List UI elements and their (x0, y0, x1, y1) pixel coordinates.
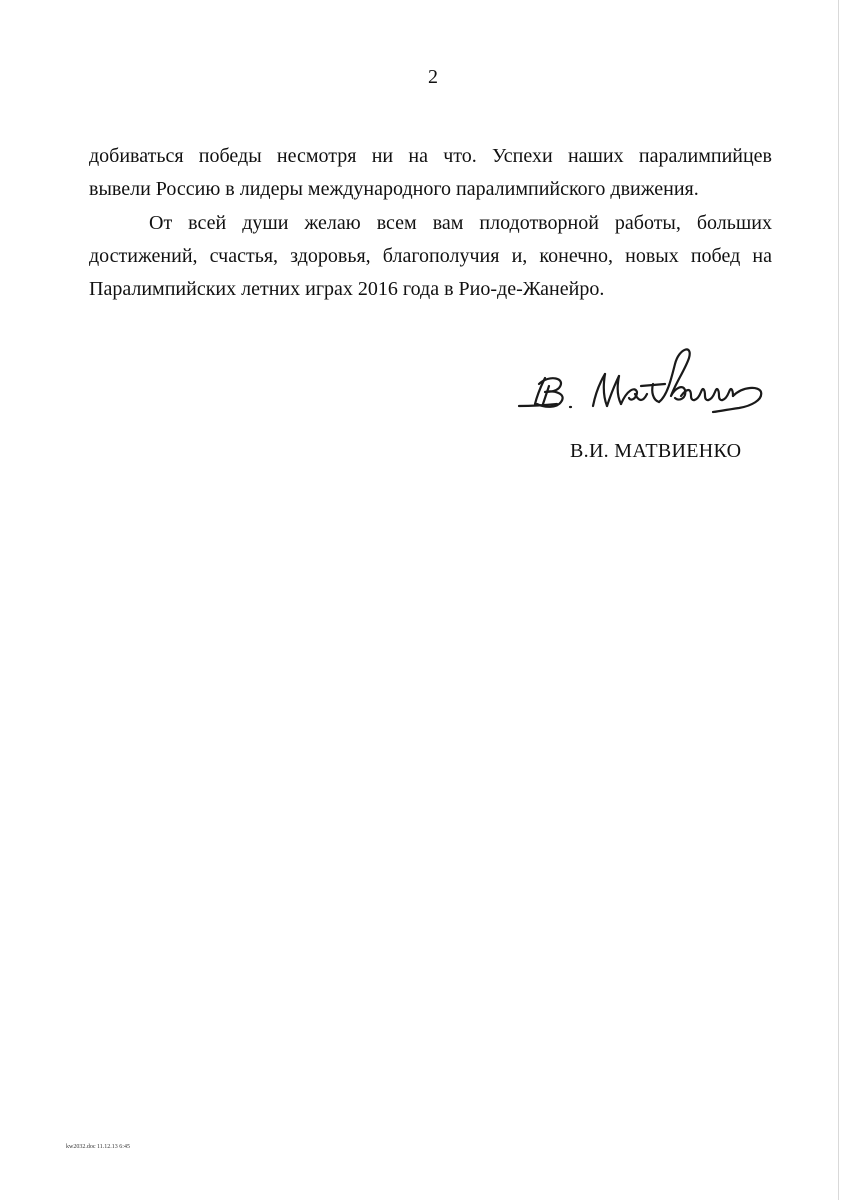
paragraph-2-line-1: От всей души желаю всем вам плодотворной работы, больших (149, 212, 772, 234)
handwritten-signature (515, 340, 765, 420)
paragraph-2-line-2: достижений, счастья, здоровья, благополучия и, конечно, новых побед на (89, 245, 772, 267)
paragraph-2 (89, 207, 772, 306)
footer-document-code: kw2032.doc 11.12.13 6:45 (66, 1144, 130, 1150)
signer-name: В.И. МАТВИЕНКО (570, 440, 742, 462)
paragraph-1 (89, 140, 772, 206)
paragraph-1-line-2: вывели Россию в лидеры международного паралимпийского движения. (89, 178, 699, 200)
page-number: 2 (428, 66, 438, 88)
paragraph-2-line-3: Паралимпийских летних играх 2016 года в Рио-де-Жанейро. (89, 278, 605, 300)
page-edge-shadow (838, 0, 839, 1200)
paragraph-1-line-1: добиваться победы несмотря ни на что. Успехи наших паралимпийцев (89, 145, 772, 167)
